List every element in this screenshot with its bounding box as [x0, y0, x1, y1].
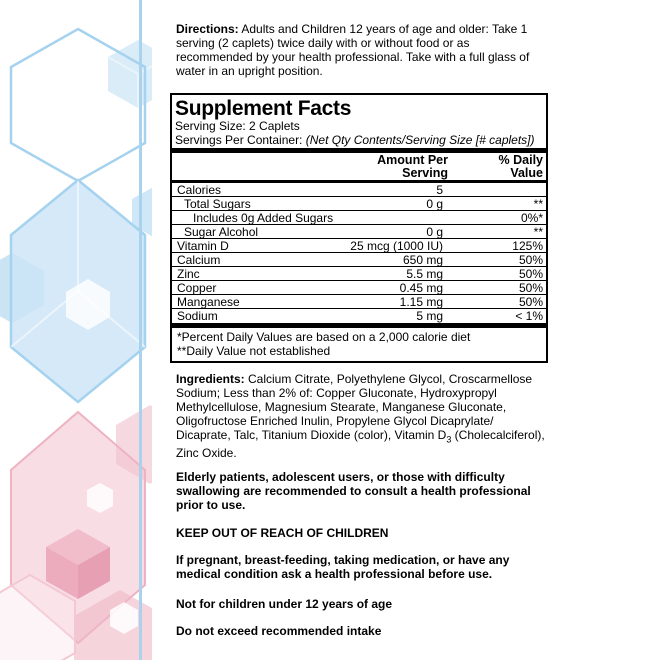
nutrient-name: Calories — [177, 183, 222, 197]
amount-per-serving-header: Amount Per Serving — [377, 153, 448, 180]
nutrient-amount: 5 — [436, 183, 443, 197]
hexagon-decoration — [0, 0, 152, 660]
nutrient-amount: 0.45 mg — [399, 281, 443, 295]
directions-text: Adults and Children 12 years of age and older: Take 1 serving (2 caplets) twice daily with or without food or as recommended by your health professional. Take with a full glass of water in an upright position. — [176, 22, 530, 78]
vertical-divider-line — [139, 0, 142, 660]
nutrient-daily-value: < 1% — [515, 309, 543, 323]
servings-per-container-value: (Net Qty Contents/Serving Size [# caplets]) — [305, 132, 535, 147]
directions-paragraph — [176, 23, 547, 79]
nutrient-amount: 0 g — [426, 225, 443, 239]
warning-keep-out-of-reach: KEEP OUT OF REACH OF CHILDREN — [176, 526, 389, 540]
nutrient-name: Zinc — [177, 267, 200, 281]
table-header — [172, 153, 546, 183]
daily-value-header: % Daily Value — [498, 153, 543, 180]
nutrient-amount: 5 mg — [416, 309, 443, 323]
nutrient-rows — [172, 183, 546, 323]
nutrient-row — [172, 197, 546, 211]
hexagon-decoration-graphic — [0, 0, 152, 660]
warning-age-restriction: Not for children under 12 years of age — [176, 597, 393, 611]
nutrient-row — [172, 239, 546, 253]
nutrient-row — [172, 267, 546, 281]
nutrient-amount: 1.15 mg — [399, 295, 443, 309]
nutrient-daily-value: 0%* — [520, 211, 543, 225]
directions-label: Directions: — [176, 22, 239, 36]
nutrient-row — [172, 183, 546, 197]
warning-elderly: Elderly patients, adolescent users, or those with difficulty swallowing are recommended to consult a health professional prior to use. — [176, 470, 531, 512]
nutrient-name: Sugar Alcohol — [184, 225, 259, 239]
nutrient-row — [172, 295, 546, 309]
nutrient-name: Sodium — [177, 309, 218, 323]
footnotes — [172, 323, 546, 361]
nutrient-amount: 25 mcg (1000 IU) — [350, 239, 443, 253]
nutrient-name: Includes 0g Added Sugars — [193, 211, 334, 225]
nutrient-row — [172, 211, 546, 225]
nutrient-amount: 5.5 mg — [406, 267, 443, 281]
nutrient-daily-value: ** — [533, 197, 543, 211]
nutrient-daily-value: 50% — [518, 267, 543, 281]
ingredients-paragraph — [176, 373, 547, 461]
vitamin-d3-subscript: 3 — [446, 434, 452, 445]
nutrient-daily-value: 125% — [512, 239, 543, 253]
nutrient-name: Vitamin D — [177, 239, 229, 253]
nutrient-daily-value: ** — [533, 225, 543, 239]
nutrient-amount: 0 g — [426, 197, 443, 211]
warning-pregnancy: If pregnant, breast-feeding, taking medication, or have any medical condition ask a health professional before use. — [176, 553, 510, 581]
nutrient-row — [172, 281, 546, 295]
servings-per-container-label: Servings Per Container: — [175, 132, 306, 147]
supplement-facts-title: Supplement Facts — [175, 97, 352, 120]
nutrient-daily-value: 50% — [518, 295, 543, 309]
nutrient-daily-value: 50% — [518, 281, 543, 295]
nutrient-amount: 650 mg — [402, 253, 443, 267]
footnote-daily-values: *Percent Daily Values are based on a 2,000 calorie diet — [177, 330, 471, 344]
nutrient-daily-value: 50% — [518, 253, 543, 267]
ingredients-label: Ingredients: — [176, 372, 245, 386]
nutrient-name: Calcium — [177, 253, 221, 267]
nutrient-row — [172, 225, 546, 239]
nutrient-row — [172, 253, 546, 267]
ingredients-text-cont: (Cholecalciferol), Zinc Oxide. — [176, 427, 545, 460]
nutrient-row — [172, 309, 546, 323]
blue-hexagons — [0, 29, 152, 402]
warning-intake-limit: Do not exceed recommended intake — [176, 624, 382, 638]
ingredients-text: Calcium Citrate, Polyethylene Glycol, Croscarmellose Sodium; Less than 2% of: Copper Gluconate, Hydroxypropyl Methylcellulose, Magnesium Stearate, Manganese Gluconate, Oligofructose Enriched Inulin, Propylene Glycol Dicaprylate/ Dicaprate, Talc, Titanium Dioxide (color), Vitamin D — [176, 372, 533, 442]
supplement-facts-panel — [170, 93, 548, 363]
nutrient-name: Copper — [177, 281, 217, 295]
nutrient-name: Total Sugars — [184, 197, 251, 211]
serving-size: Serving Size: 2 Caplets — [175, 119, 300, 133]
servings-per-container — [172, 134, 546, 148]
nutrient-name: Manganese — [177, 295, 240, 309]
pink-hexagons — [0, 405, 152, 660]
footnote-not-established: **Daily Value not established — [177, 344, 331, 358]
